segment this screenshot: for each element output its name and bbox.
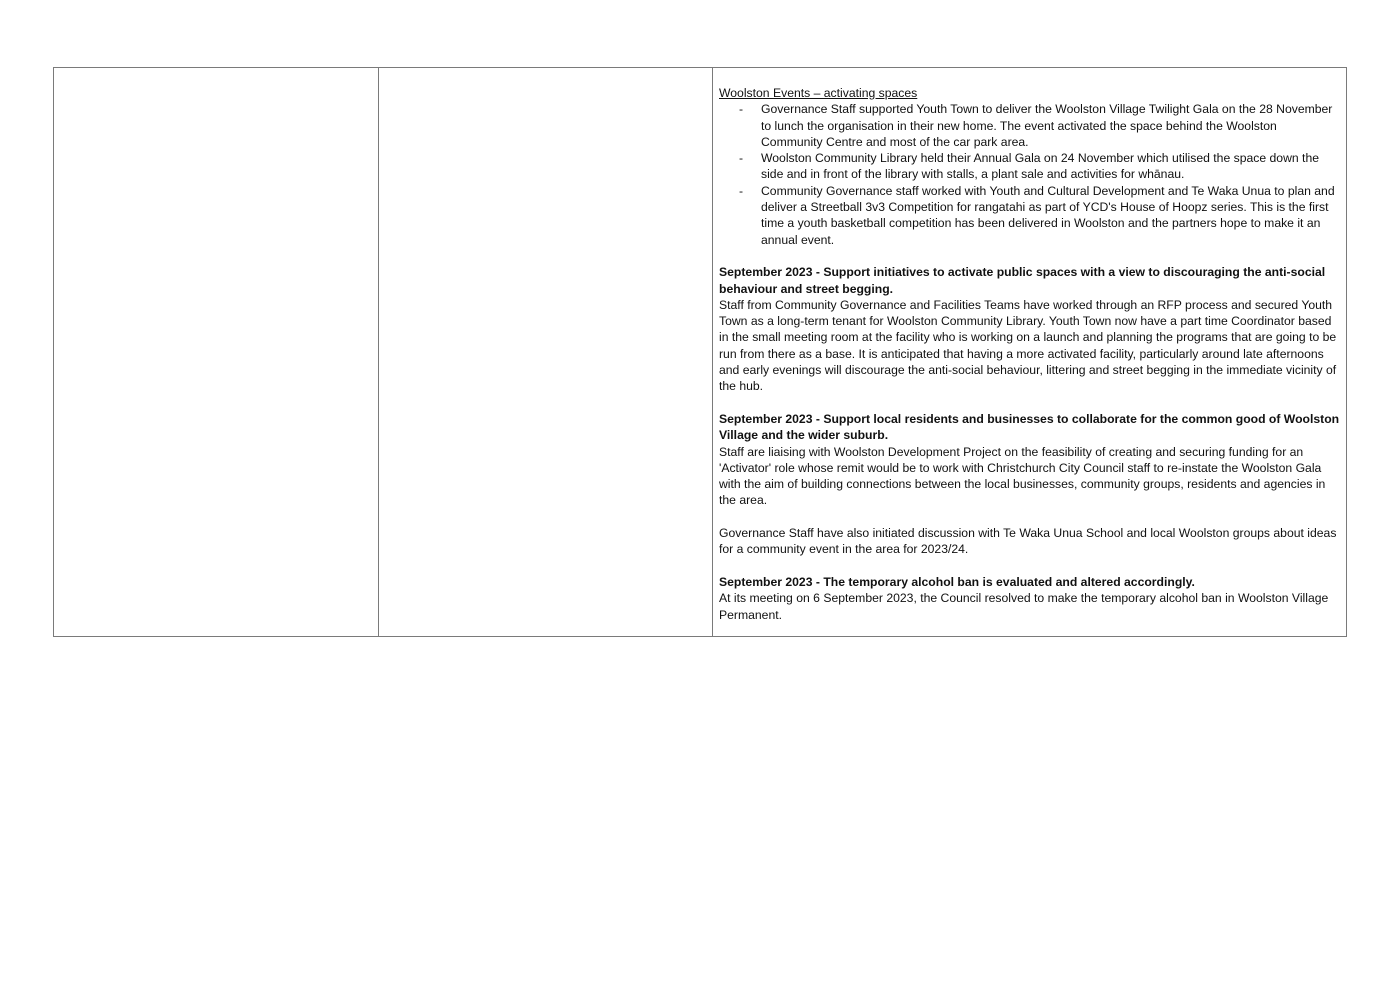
list-item-text: Community Governance staff worked with Youth and Cultural Development and Te Waka Unua to plan and deliver a Streetball 3v3 Competition for rangatahi as part of YCD's House of Hoopz series. This is the first time a youth basketball competition has been delivered in Woolston and the partners hope to make it an annual event.	[761, 183, 1335, 247]
list-item	[719, 150, 1340, 183]
section-heading: September 2023 - Support local residents and businesses to collaborate for the common good of Woolston Village and the wider suburb.	[719, 411, 1340, 443]
section-alcohol-ban	[719, 574, 1340, 623]
section-paragraph: Staff from Community Governance and Facilities Teams have worked through an RFP process and secured Youth Town as a long-term tenant for Woolston Community Library. Youth Town now have a part time Coordinator based in the small meeting room at the facility who is working on a launch and planning the programs that are going to be run from there as a base. It is anticipated that having a more activated facility, particularly around late afternoons and early evenings will discourage the anti-social behaviour, littering and street begging in the immediate vicinity of the hub.	[719, 297, 1337, 394]
report-table	[53, 67, 1347, 637]
events-list	[719, 101, 1340, 248]
section-paragraph: At its meeting on 6 September 2023, the Council resolved to make the temporary alcohol ban in Woolston Village Permanent.	[719, 591, 1329, 622]
events-heading: Woolston Events – activating spaces	[719, 86, 918, 100]
bullet-dash: -	[739, 102, 744, 117]
bullet-dash: -	[739, 183, 744, 198]
section-heading: September 2023 - Support initiatives to activate public spaces with a view to discouraging the anti-social behaviour and street begging.	[719, 265, 1326, 296]
list-item	[719, 183, 1340, 248]
section-paragraph: Governance Staff have also initiated discussion with Te Waka Unua School and local Woolston groups about ideas for a community event in the area for 2023/24.	[719, 526, 1337, 557]
section-heading: September 2023 - The temporary alcohol ban is evaluated and altered accordingly.	[719, 574, 1195, 589]
table-cell-progress-notes	[713, 68, 1346, 636]
list-item	[719, 101, 1340, 150]
section-collaboration	[719, 411, 1340, 558]
section-paragraph: Staff are liaising with Woolston Development Project on the feasibility of creating and securing funding for an 'Activator' role whose remit would be to work with Christchurch City Council staff to re-instate the Woolston Gala with the aim of building connections between the local businesses, community groups, residents and agencies in the area.	[719, 444, 1326, 508]
section-public-spaces	[719, 264, 1340, 394]
list-item-text: Governance Staff supported Youth Town to deliver the Woolston Village Twilight Gala on the 28 November to lunch the organisation in their new home. The event activated the space behind the Woolston Community Centre and most of the car park area.	[761, 102, 1333, 149]
table-cell-empty-1	[54, 68, 379, 636]
list-item-text: Woolston Community Library held their Annual Gala on 24 November which utilised the space down the side and in front of the library with stalls, a plant sale and activities for whānau.	[761, 151, 1319, 182]
table-cell-empty-2	[379, 68, 713, 636]
bullet-dash: -	[739, 151, 744, 166]
